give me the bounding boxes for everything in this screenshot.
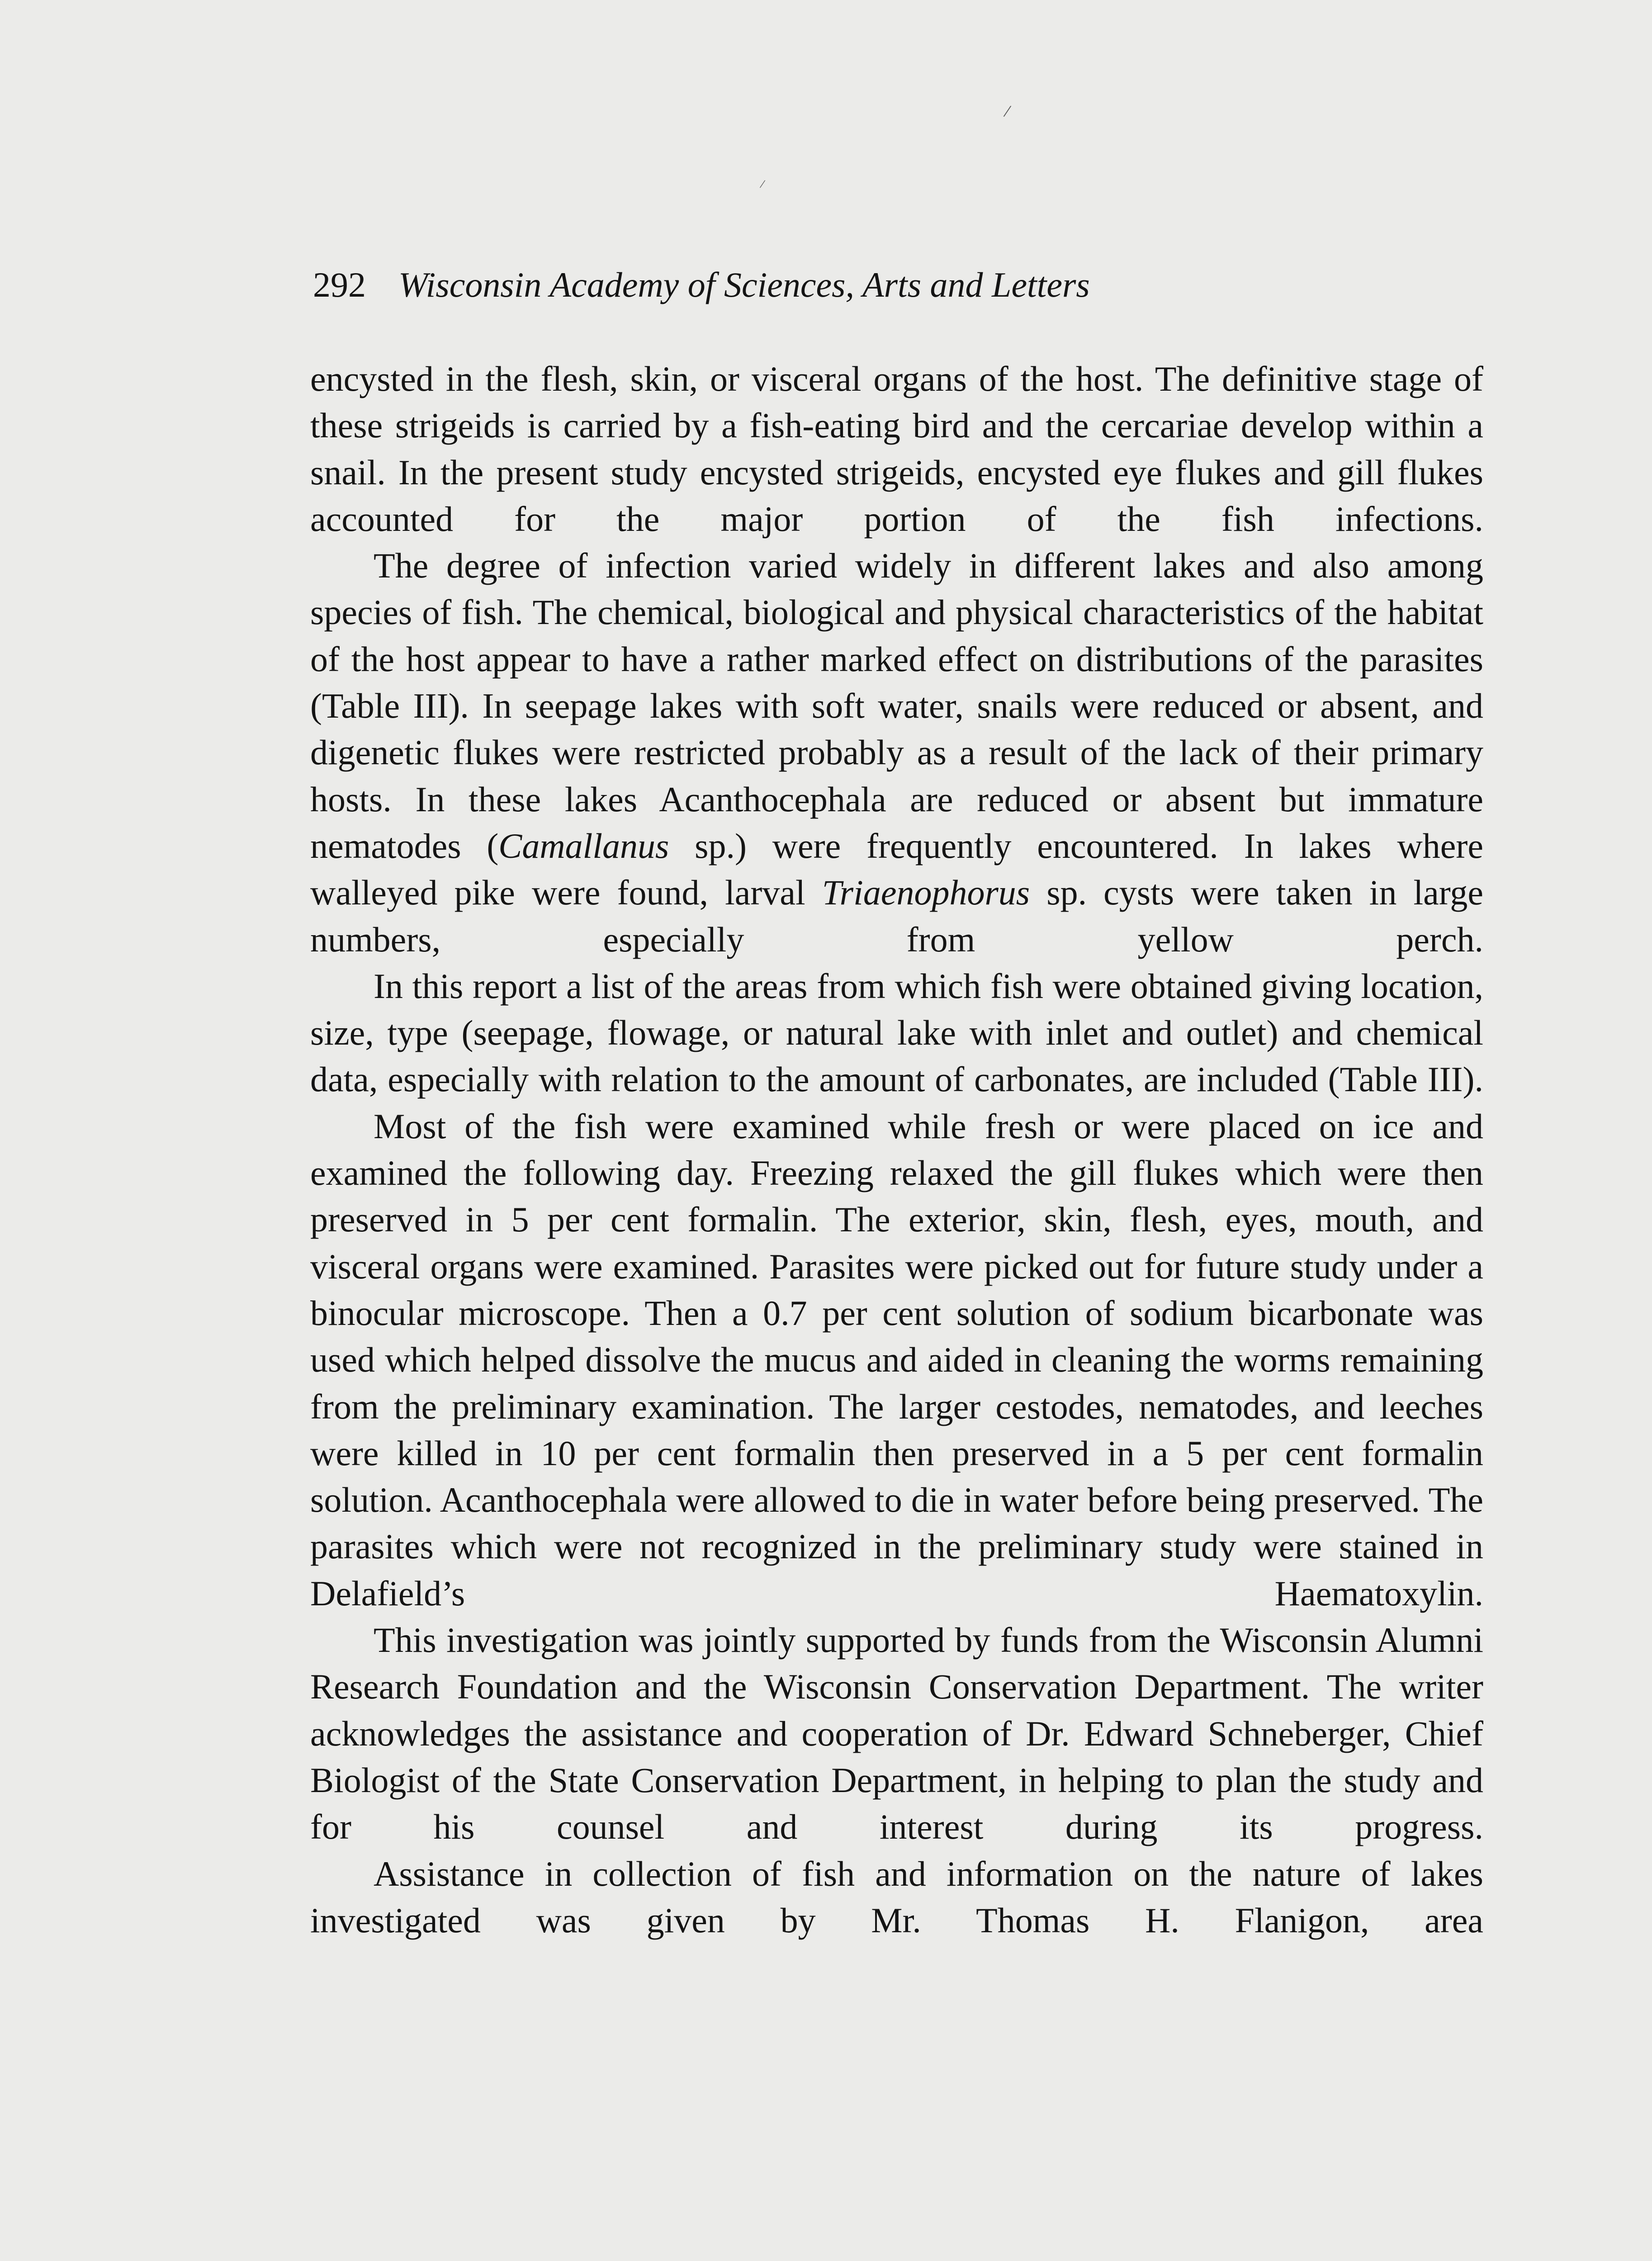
- paragraph: The degree of infection varied widely in different lakes and also among species of fish. The chemical, biological and physical characteristics of the habitat of the host appear to have a rather marked effect on distributions of the parasites (Table III). In seepage lakes with soft water, snails were reduced or absent, and digenetic flukes were restricted probably as a result of the lack of their primary hosts. In these lakes Acanthocephala are reduced or absent but immature nematodes (Camallanus sp.) were frequently encountered. In lakes where walleyed pike were found, larval Triaenophorus sp. cysts were taken in large numbers, especially from yellow perch.: [310, 546, 1483, 959]
- body-text: [310, 355, 1483, 1944]
- paragraph: This investigation was jointly supported by funds from the Wisconsin Alumni Research Foundation and the Wisconsin Conservation Department. The writer acknowledges the assistance and cooperation of Dr. Edward Schneberger, Chief Biologist of the State Conservation Department, in helping to plan the study and for his counsel and interest during its progress.: [310, 1620, 1483, 1847]
- journal-title: Wisconsin Academy of Sciences, Arts and Letters: [398, 265, 1090, 304]
- stray-mark: /: [1002, 100, 1013, 122]
- paragraph: Assistance in collection of fish and information on the nature of lakes investigated was given by Mr. Thomas H. Flanigon, area: [310, 1854, 1483, 1940]
- running-header: [313, 262, 1353, 307]
- taxon-name: Camallanus: [498, 826, 669, 866]
- page-number: 292: [313, 265, 366, 304]
- paragraph: Most of the fish were examined while fresh or were placed on ice and examined the following day. Freezing relaxed the gill flukes which were then preserved in 5 per cent formalin. The exterior, skin, flesh, eyes, mouth, and visceral organs were examined. Parasites were picked out for future study under a binocular microscope. Then a 0.7 per cent solution of sodium bicarbonate was used which helped dissolve the mucus and aided in cleaning the worms remaining from the preliminary examination. The larger cestodes, nematodes, and leeches were killed in 10 per cent formalin then preserved in a 5 per cent formalin solution. Acanthocephala were allowed to die in water before being preserved. The parasites which were not recognized in the preliminary study were stained in Delafield’s Haematoxylin.: [310, 1106, 1483, 1613]
- paragraph: In this report a list of the areas from which fish were obtained giving location, size, type (seepage, flowage, or natural lake with inlet and outlet) and chemical data, especially with relation to the amount of carbonates, are included (Table III).: [310, 966, 1483, 1099]
- paragraph: encysted in the flesh, skin, or visceral organs of the host. The definitive stage of these strigeids is carried by a fish-eating bird and the cercariae develop within a snail. In the present study encysted strigeids, encysted eye flukes and gill flukes accounted for the major portion of the fish infections.: [310, 359, 1483, 539]
- taxon-name: Triaenophorus: [822, 873, 1030, 913]
- stray-mark: /: [759, 177, 766, 192]
